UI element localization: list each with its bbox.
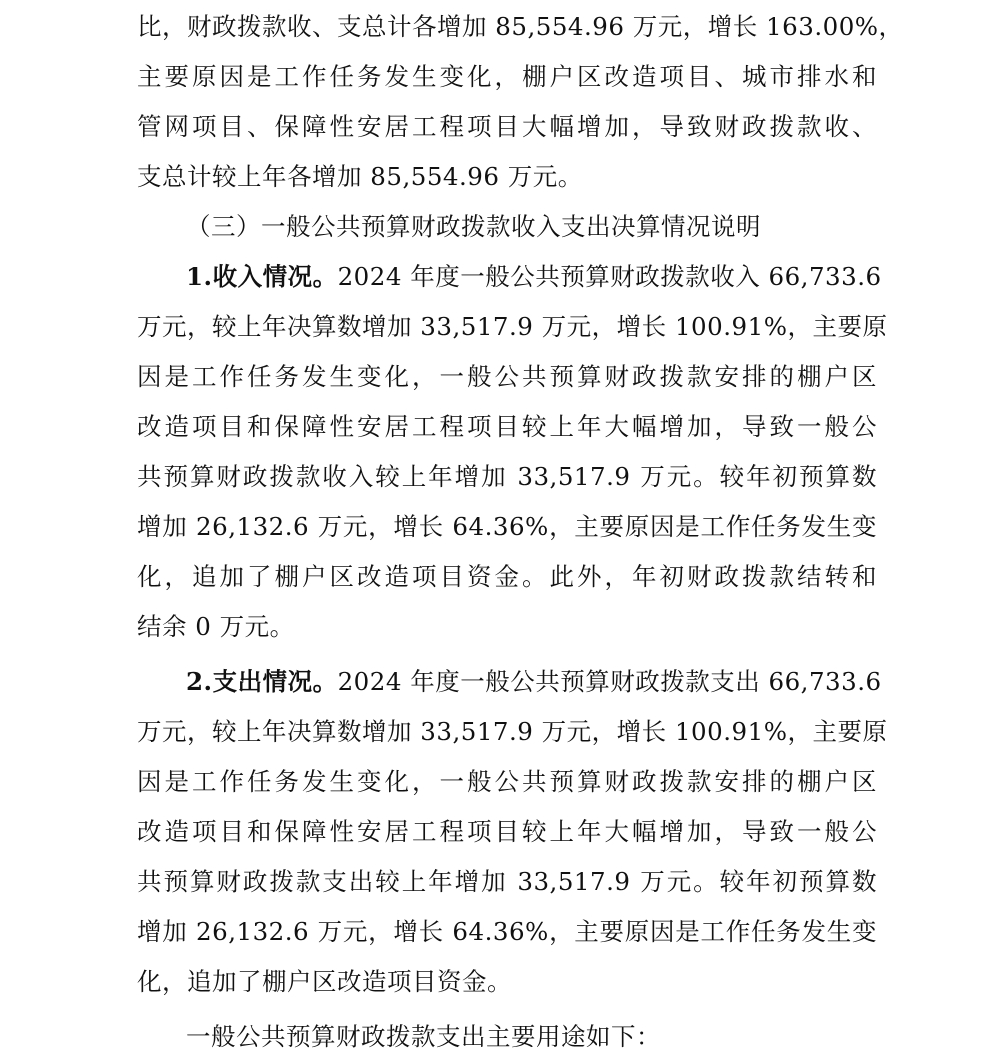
paragraph-line: 支总计较上年各增加 85,554.96 万元。: [137, 162, 583, 191]
income-first-line: [186, 252, 882, 302]
paragraph-line: 主要原因是工作任务发生变化，棚户区改造项目、城市排水和: [137, 62, 877, 91]
paragraph-line: 万元，较上年决算数增加 33,517.9 万元，增长 100.91%，主要原: [137, 717, 888, 746]
paragraph-line: 共预算财政拨款收入较上年增加 33,517.9 万元。较年初预算数: [137, 462, 877, 491]
paragraph-line: 增加 26,132.6 万元，增长 64.36%，主要原因是工作任务发生变: [137, 917, 877, 946]
uses-intro: 一般公共预算财政拨款支出主要用途如下：: [186, 1022, 661, 1051]
paragraph-line: 改造项目和保障性安居工程项目较上年大幅增加，导致一般公: [137, 412, 877, 441]
expenditure-first-text: 2024 年度一般公共预算财政拨款支出 66,733.6: [337, 667, 882, 696]
income-label: 1.收入情况。: [186, 262, 338, 291]
paragraph-line: 化，追加了棚户区改造项目资金。: [137, 967, 512, 996]
paragraph-line: 化，追加了棚户区改造项目资金。此外，年初财政拨款结转和: [137, 562, 877, 591]
income-first-text: 2024 年度一般公共预算财政拨款收入 66,733.6: [337, 262, 882, 291]
paragraph-line: 万元，较上年决算数增加 33,517.9 万元，增长 100.91%，主要原: [137, 312, 888, 341]
section-heading: （三）一般公共预算财政拨款收入支出决算情况说明: [186, 212, 761, 241]
paragraph-line: 结余 0 万元。: [137, 612, 295, 641]
expenditure-label: 2.支出情况。: [186, 667, 338, 696]
paragraph-line: 共预算财政拨款支出较上年增加 33,517.9 万元。较年初预算数: [137, 867, 877, 896]
expenditure-first-line: [186, 657, 882, 707]
paragraph-line: 管网项目、保障性安居工程项目大幅增加，导致财政拨款收、: [137, 112, 877, 141]
paragraph-line: 比，财政拨款收、支总计各增加 85,554.96 万元，增长 163.00%，: [137, 12, 904, 41]
paragraph-line: 因是工作任务发生变化，一般公共预算财政拨款安排的棚户区: [137, 362, 877, 391]
paragraph-line: 因是工作任务发生变化，一般公共预算财政拨款安排的棚户区: [137, 767, 877, 796]
paragraph-line: 改造项目和保障性安居工程项目较上年大幅增加，导致一般公: [137, 817, 877, 846]
paragraph-line: 增加 26,132.6 万元，增长 64.36%，主要原因是工作任务发生变: [137, 512, 877, 541]
